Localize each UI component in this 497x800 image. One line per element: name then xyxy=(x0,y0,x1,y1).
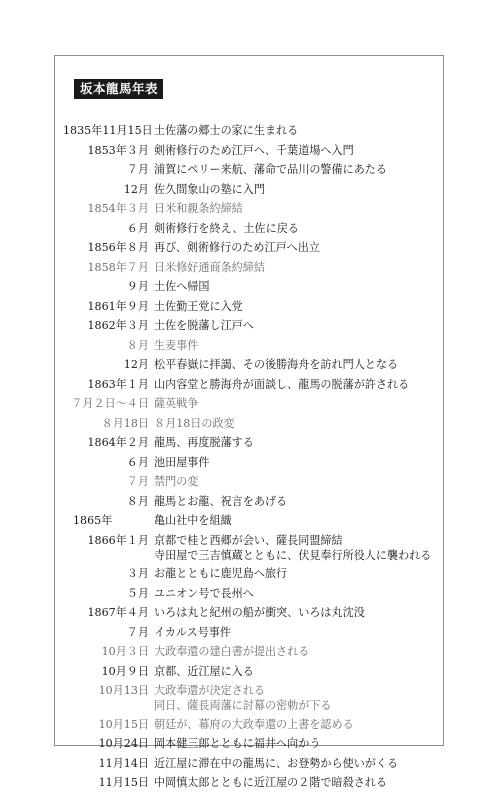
timeline-event xyxy=(154,375,409,390)
timeline-event xyxy=(154,662,254,677)
timeline-event xyxy=(154,199,243,214)
timeline-date: ６月 xyxy=(126,455,149,469)
timeline-row xyxy=(63,258,438,278)
timeline-date: ８月 xyxy=(126,494,149,508)
timeline-event xyxy=(154,297,243,312)
timeline-row xyxy=(63,277,438,297)
timeline-row xyxy=(63,180,438,200)
timeline-date: 10月15日 xyxy=(98,717,149,731)
timeline-row xyxy=(63,141,438,161)
timeline-row xyxy=(63,511,438,531)
timeline-date: 10月13日 xyxy=(98,684,149,697)
timeline-event-line: 大政奉還が決定される xyxy=(154,684,265,697)
timeline-event-line: 京都、近江屋に入る xyxy=(154,664,254,678)
timeline-event-line: いろは丸と紀州の船が衝突、いろは丸沈没 xyxy=(154,606,365,619)
timeline-date: 1856年８月 xyxy=(87,241,149,254)
timeline-event xyxy=(154,336,198,351)
timeline-row xyxy=(63,453,438,473)
timeline-row xyxy=(63,121,438,141)
timeline-event-line: 禁門の変 xyxy=(154,475,199,488)
timeline-row xyxy=(63,754,438,774)
timeline-event-line: 中岡慎太郎とともに近江屋の２階で暗殺される xyxy=(154,776,387,789)
timeline-row xyxy=(63,492,438,512)
timeline-event xyxy=(154,472,198,487)
timeline-date: 1835年11月15日 xyxy=(63,124,153,137)
page-title: 坂本龍馬年表 xyxy=(74,79,163,99)
timeline-event xyxy=(154,414,235,429)
timeline-event-line: 剣術修行のため江戸へ、千葉道場へ入門 xyxy=(154,143,354,157)
timeline-event xyxy=(154,316,254,331)
timeline-date: ７月２日～４日 xyxy=(71,397,149,410)
timeline-row xyxy=(63,219,438,239)
timeline-row xyxy=(63,199,438,219)
timeline-row xyxy=(63,531,438,565)
timeline-date: 12月 xyxy=(123,358,149,371)
timeline-event-line: ８月18日の政変 xyxy=(154,416,235,430)
timeline-event xyxy=(154,394,198,409)
timeline-date: ７月 xyxy=(126,163,149,176)
timeline-event-line: 龍馬とお龍、祝言をあげる xyxy=(154,494,288,508)
timeline-event xyxy=(154,453,209,468)
timeline-event-line: お龍とともに鹿児島へ旅行 xyxy=(154,567,288,580)
timeline-row xyxy=(63,734,438,754)
timeline-event-line: 土佐を脱藩し江戸へ xyxy=(154,319,254,332)
timeline-event-line: 近江屋に滞在中の龍馬に、お登勢から使いがくる xyxy=(154,756,399,770)
timeline-date: ９月 xyxy=(126,280,149,293)
timeline-event-line: 京都で桂と西郷が会い、薩長同盟締結 xyxy=(154,533,343,547)
timeline-event xyxy=(154,121,298,136)
timeline-event xyxy=(154,492,287,507)
timeline-event-line: 同日、薩長両藩に討幕の密勅が下る xyxy=(154,699,332,712)
timeline-row xyxy=(63,433,438,453)
timeline-row xyxy=(63,662,438,682)
timeline-event-line: 剣術修行を終え、土佐に戻る xyxy=(154,221,299,235)
timeline-date: ７月 xyxy=(126,475,149,488)
timeline-event xyxy=(154,603,365,618)
timeline-date: ６月 xyxy=(126,221,149,235)
timeline-event-line: 松平春嶽に拝謁、その後勝海舟を訪れ門人となる xyxy=(154,358,399,371)
timeline-row xyxy=(63,472,438,492)
timeline-row xyxy=(63,603,438,623)
timeline-event xyxy=(154,355,398,370)
timeline-date: 1858年７月 xyxy=(87,260,149,274)
timeline-event xyxy=(154,773,387,788)
timeline-date: 11月14日 xyxy=(98,756,149,770)
timeline-event xyxy=(154,160,387,175)
timeline-date: 1853年３月 xyxy=(87,143,149,157)
timeline-date: 1863年１月 xyxy=(87,377,149,391)
timeline-event-line: 薩英戦争 xyxy=(154,397,199,410)
timeline-event-line: 亀山社中を組織 xyxy=(154,514,232,527)
timeline-event xyxy=(154,277,209,292)
timeline-event-line: ユニオン号で長州へ xyxy=(154,586,254,600)
timeline-event-line: 日米和親条約締結 xyxy=(154,202,243,215)
timeline-event xyxy=(154,511,232,526)
timeline-event-line: 土佐藩の郷士の家に生まれる xyxy=(154,124,299,137)
timeline-row xyxy=(63,623,438,643)
timeline-date: ３月 xyxy=(126,567,149,580)
timeline-event xyxy=(154,180,265,195)
timeline-row xyxy=(63,584,438,604)
timeline-event-line: イカルス号事件 xyxy=(154,625,231,639)
timeline-date: 10月９日 xyxy=(101,664,149,678)
timeline-event-line: 池田屋事件 xyxy=(154,455,210,469)
timeline-date: ８月 xyxy=(126,338,149,352)
timeline-row xyxy=(63,715,438,735)
timeline-row xyxy=(63,375,438,395)
timeline-event-line: 再び、剣術修行のため江戸へ出立 xyxy=(154,241,320,254)
timeline-date: 1854年３月 xyxy=(87,202,149,215)
timeline-row xyxy=(63,297,438,317)
timeline-event-line: 大政奉還の建白書が提出される xyxy=(154,645,310,658)
timeline-row xyxy=(63,336,438,356)
timeline-event xyxy=(154,258,265,273)
timeline-date: 10月３日 xyxy=(101,645,149,658)
timeline-event-line: 朝廷が、幕府の大政奉還の上書を認める xyxy=(154,717,354,731)
timeline-event xyxy=(154,564,287,579)
timeline-row xyxy=(63,681,438,715)
timeline-date: ５月 xyxy=(126,586,149,600)
timeline-event-line: 岡本健三郎とともに福井へ向かう xyxy=(154,737,321,750)
timeline-row xyxy=(63,642,438,662)
timeline-event xyxy=(154,642,309,657)
timeline-date: ７月 xyxy=(126,625,149,639)
timeline-row xyxy=(63,238,438,258)
timeline-row xyxy=(63,316,438,336)
timeline-event xyxy=(154,433,254,448)
timeline-row xyxy=(63,773,438,793)
timeline-row xyxy=(63,355,438,375)
timeline-date: 10月24日 xyxy=(98,737,149,750)
timeline-event xyxy=(154,531,431,561)
timeline-row xyxy=(63,414,438,434)
timeline-event xyxy=(154,715,354,730)
timeline-date: 1861年９月 xyxy=(87,299,149,313)
timeline-event xyxy=(154,754,398,769)
timeline-event-line: 土佐へ帰国 xyxy=(154,280,210,293)
timeline-event-line: 寺田屋で三吉慎蔵とともに、伏見奉行所役人に襲われる xyxy=(154,548,432,562)
timeline-date: 11月15日 xyxy=(98,776,149,789)
timeline-row xyxy=(63,160,438,180)
timeline-row xyxy=(63,394,438,414)
timeline-event xyxy=(154,584,254,599)
timeline-date: 12月 xyxy=(123,182,149,196)
timeline-date: 1865年 xyxy=(73,514,113,527)
timeline-event xyxy=(154,734,320,749)
timeline-list xyxy=(63,121,438,793)
timeline-event-line: 山内容堂と勝海舟が面談し、龍馬の脱藩が許される xyxy=(154,377,410,391)
timeline-event xyxy=(154,681,332,711)
timeline-event-line: 龍馬、再度脱藩する xyxy=(154,436,254,449)
timeline-date: ８月18日 xyxy=(101,416,149,430)
timeline-row xyxy=(63,564,438,584)
timeline-event-line: 生麦事件 xyxy=(154,338,199,352)
timeline-date: 1867年４月 xyxy=(87,606,149,619)
timeline-date: 1866年１月 xyxy=(87,533,149,547)
timeline-event-line: 土佐勤王党に入党 xyxy=(154,299,243,313)
timeline-event-line: 浦賀にペリー来航、藩命で品川の警備にあたる xyxy=(154,163,387,176)
timeline-date: 1862年３月 xyxy=(87,319,149,332)
timeline-date: 1864年２月 xyxy=(87,436,149,449)
timeline-event xyxy=(154,141,354,156)
timeline-event xyxy=(154,238,320,253)
timeline-event xyxy=(154,623,231,638)
timeline-event xyxy=(154,219,299,234)
timeline-event-line: 佐久間象山の塾に入門 xyxy=(154,182,265,196)
timeline-event-line: 日米修好通商条約締結 xyxy=(154,260,265,274)
